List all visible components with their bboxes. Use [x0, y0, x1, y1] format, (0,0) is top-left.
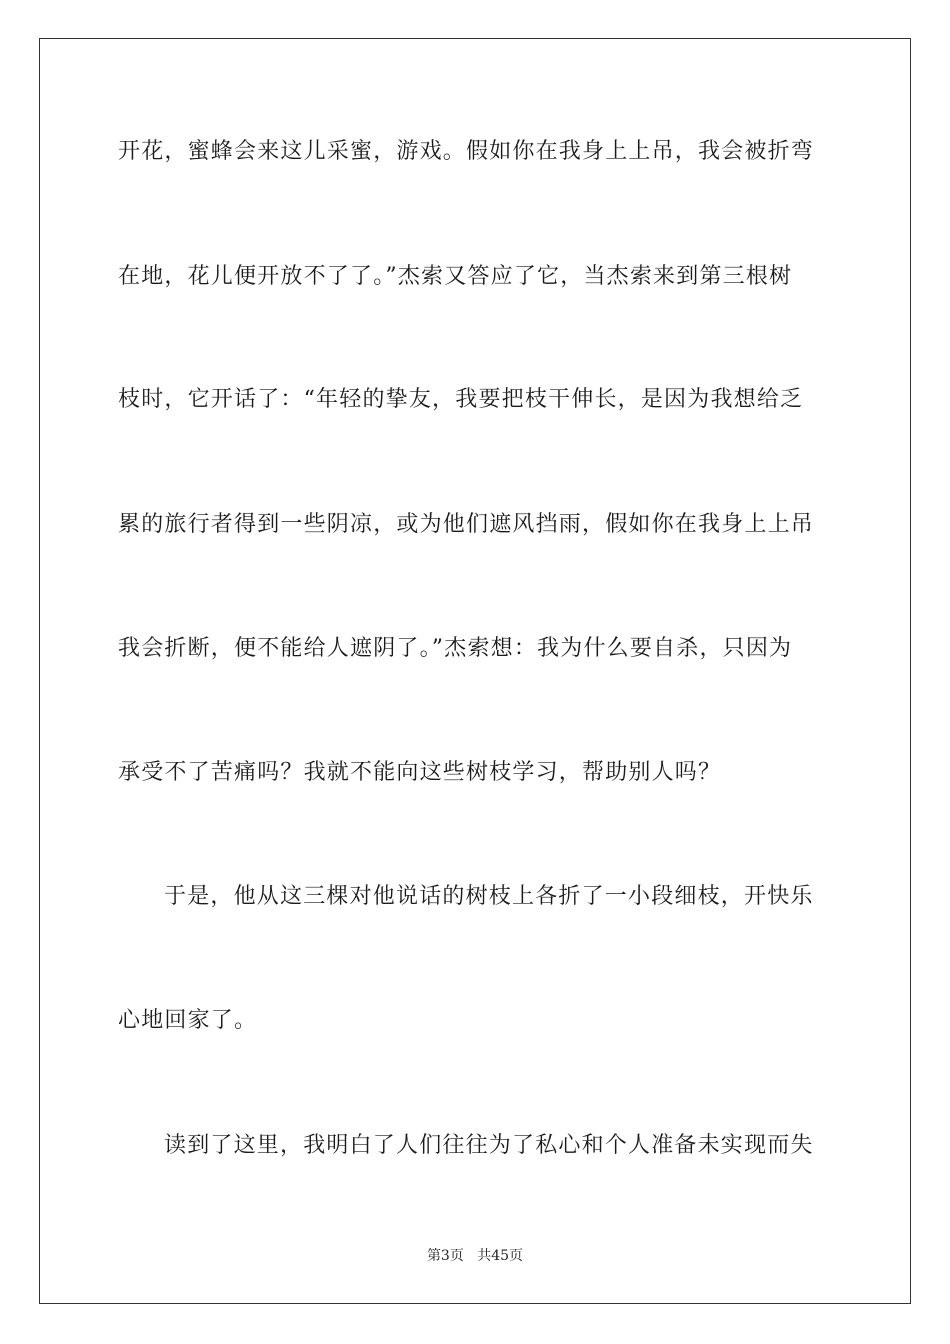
text-line: 我会折断，便不能给人遮阴了。”杰索想：我为什么要自杀，只因为 — [118, 636, 793, 661]
page-frame — [39, 38, 911, 1304]
text-line: 心地回家了。 — [118, 1008, 258, 1033]
text-line: 承受不了苦痛吗？我就不能向这些树枝学习，帮助别人吗？ — [118, 760, 722, 785]
page-footer — [0, 1247, 950, 1265]
page-number: 第3页 — [426, 1248, 464, 1264]
text-line: 累的旅行者得到一些阴凉，或为他们遮风挡雨，假如你在我身上上吊 — [118, 512, 815, 537]
paragraph-first-line: 于是，他从这三棵对他说话的树枝上各折了一小段细枝，开快乐 — [164, 884, 814, 909]
text-line: 枝时，它开话了：“年轻的挚友，我要把枝干伸长，是因为我想给乏 — [118, 387, 804, 412]
total-pages: 共45页 — [477, 1248, 524, 1264]
text-line: 开花，蜜蜂会来这儿采蜜，游戏。假如你在我身上上吊，我会被折弯 — [118, 139, 815, 164]
paragraph-first-line: 读到了这里，我明白了人们往往为了私心和个人准备未实现而失 — [164, 1133, 814, 1158]
text-line: 在地，花儿便开放不了了。”杰索又答应了它，当杰索来到第三根树 — [118, 264, 793, 289]
